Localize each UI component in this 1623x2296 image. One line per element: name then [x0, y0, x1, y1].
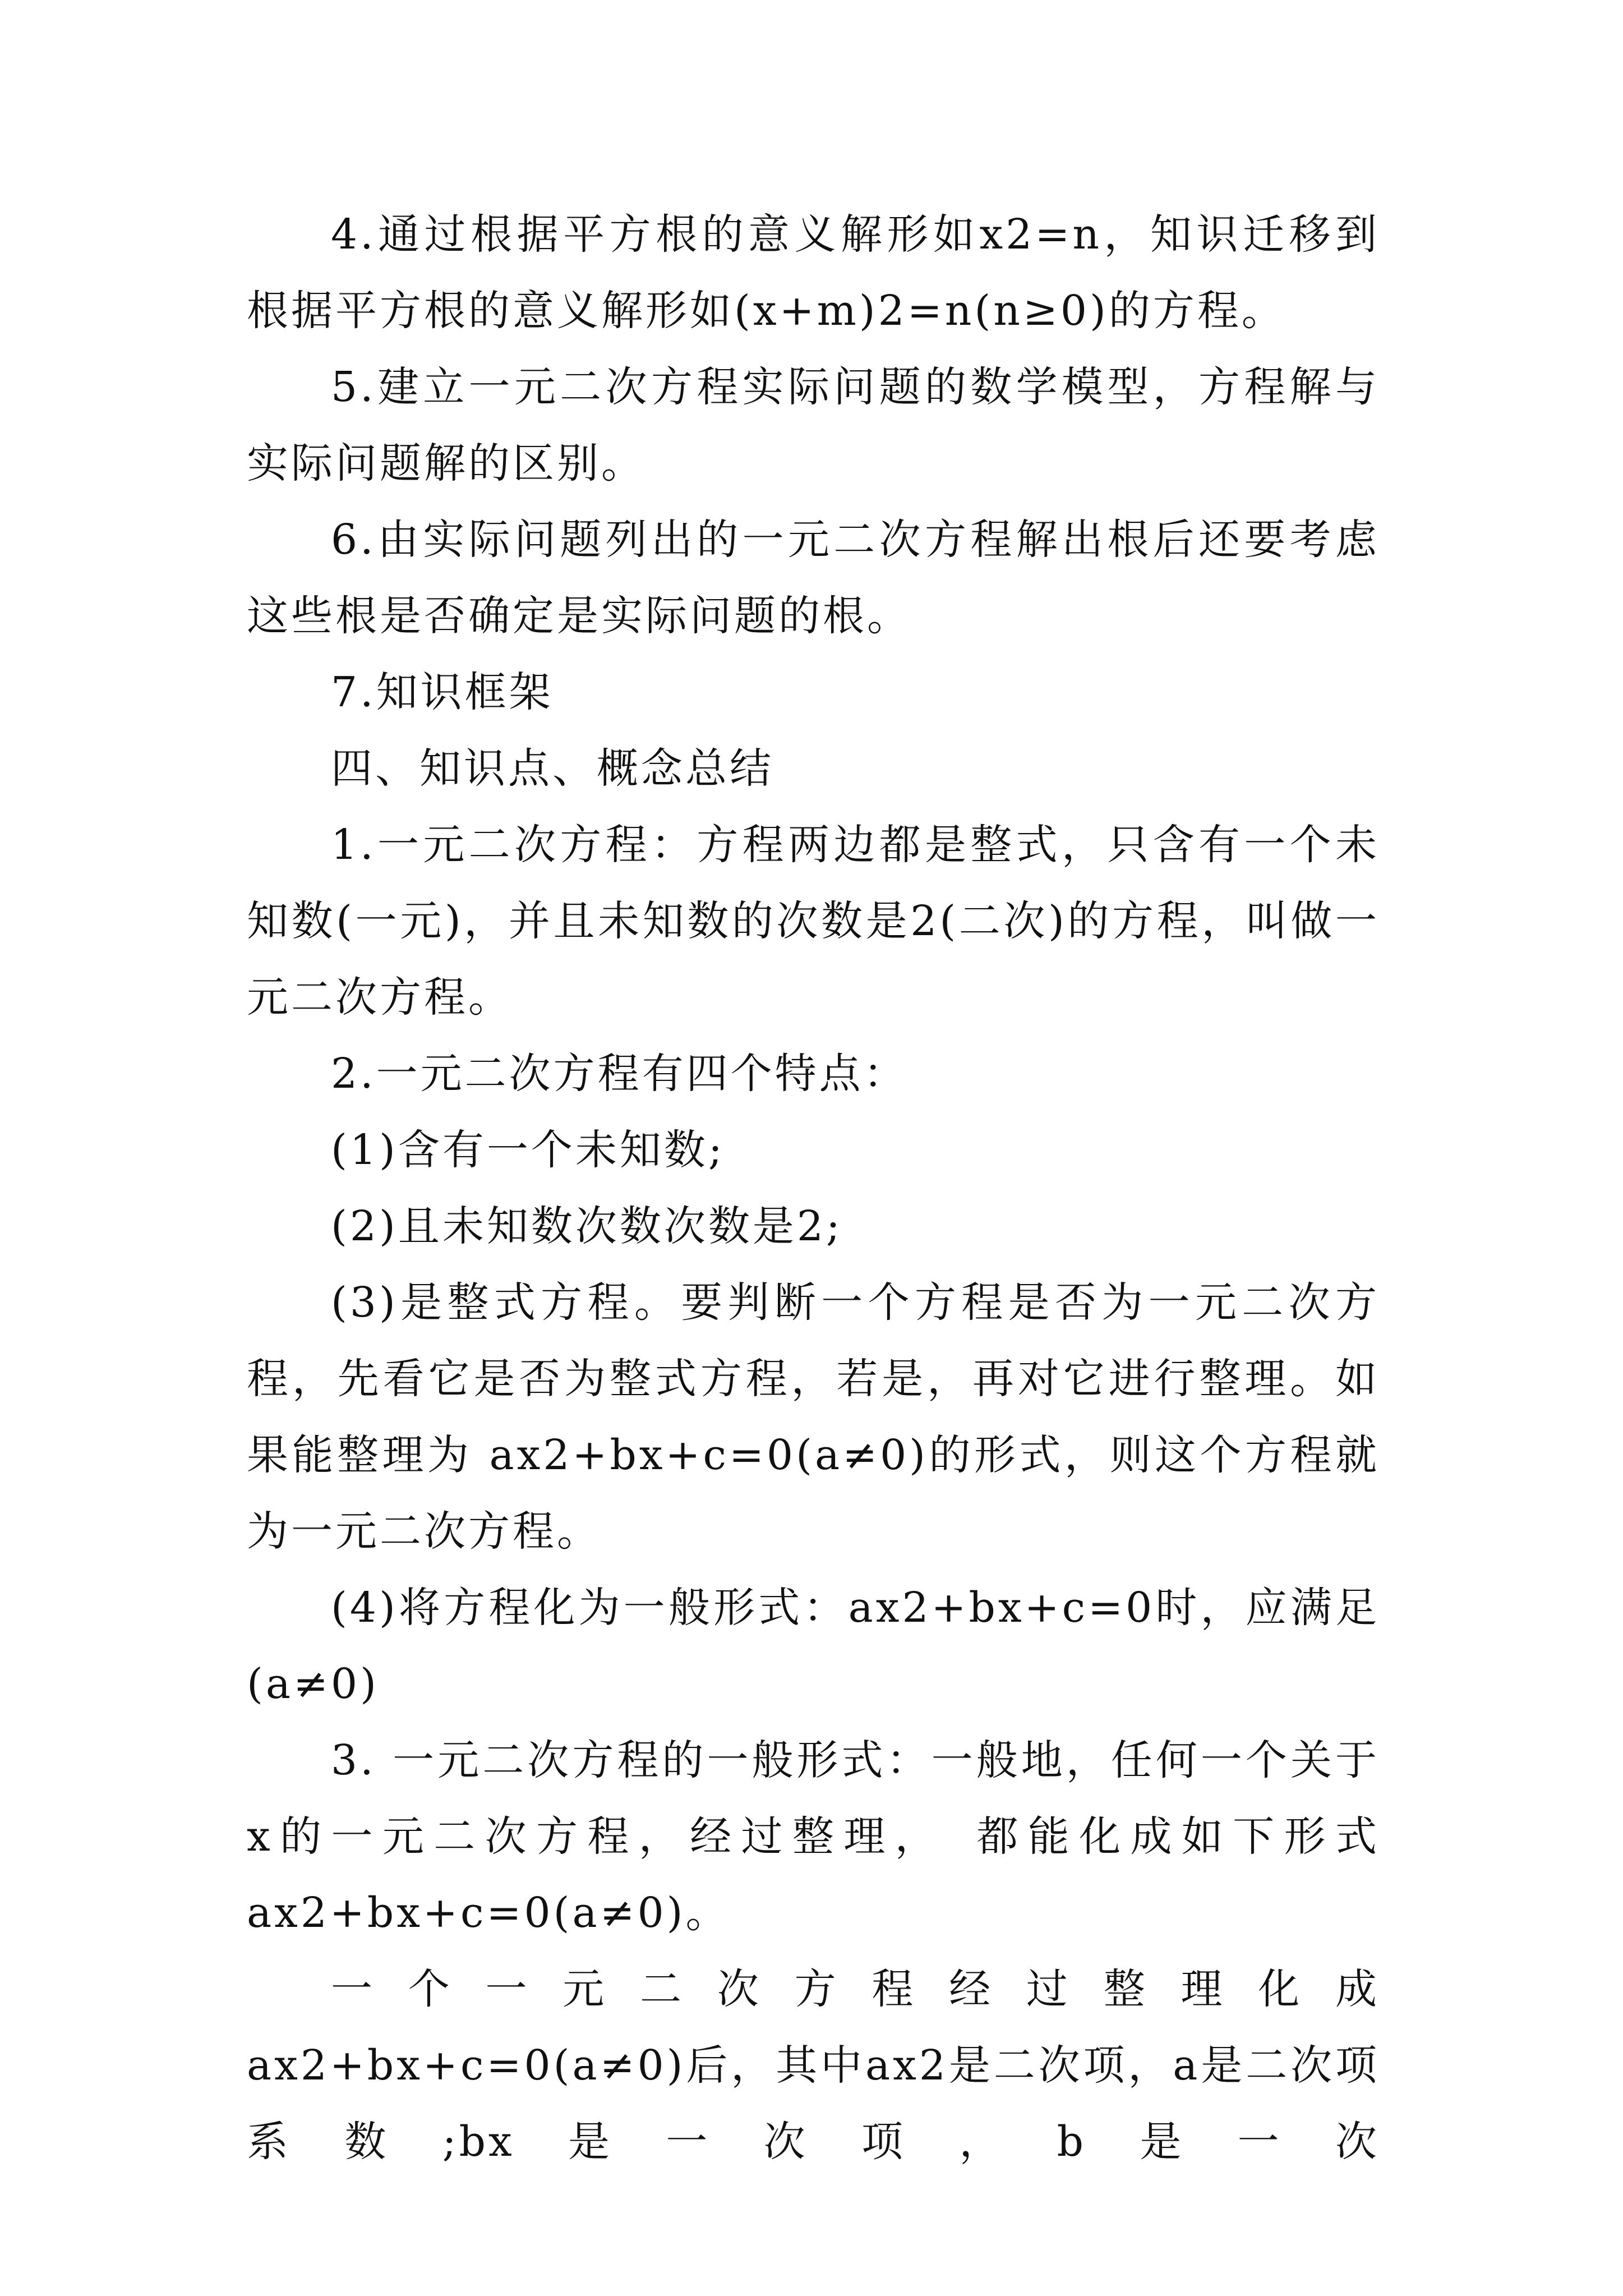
- document-body: [247, 196, 1380, 2180]
- feature-1: (1)含有一个未知数;: [331, 1126, 725, 1174]
- paragraph-5: 5.建立一元二次方程实际问题的数学模型，方程解与实际问题解的区别。: [247, 363, 1380, 487]
- general-form-terms: 一个一元二次方程经过整理化成ax2+bx+c=0(a≠0)后，其中ax2是二次项，a是二次项系数;bx是一次项，b是一次: [247, 1965, 1380, 2166]
- definition-2: 2.一元二次方程有四个特点：: [331, 1050, 908, 1098]
- feature-2: (2)且未知数次数次数是2;: [331, 1202, 843, 1250]
- definition-3: 3. 一元二次方程的一般形式：一般地，任何一个关于x的一元二次方程，经过整理， 都能化成如下形式ax2+bx+c=0(a≠0)。: [247, 1736, 1380, 1937]
- paragraph-4: 4.通过根据平方根的意义解形如x2=n，知识迁移到根据平方根的意义解形如(x+m)2=n(n≥0)的方程。: [247, 210, 1380, 335]
- feature-4: (4)将方程化为一般形式：ax2+bx+c=0时，应满足(a≠0): [247, 1584, 1380, 1708]
- paragraph-7: 7.知识框架: [331, 668, 554, 716]
- section-heading-4: 四、知识点、概念总结: [331, 744, 774, 793]
- definition-1: 1.一元二次方程：方程两边都是整式，只含有一个未知数(一元)，并且未知数的次数是2(二次)的方程，叫做一元二次方程。: [247, 821, 1380, 1022]
- feature-3: (3)是整式方程。要判断一个方程是否为一元二次方程，先看它是否为整式方程，若是，再对它进行整理。如果能整理为 ax2+bx+c=0(a≠0)的形式，则这个方程就为一元二次方程。: [247, 1278, 1380, 1556]
- paragraph-6: 6.由实际问题列出的一元二次方程解出根后还要考虑这些根是否确定是实际问题的根。: [247, 516, 1380, 640]
